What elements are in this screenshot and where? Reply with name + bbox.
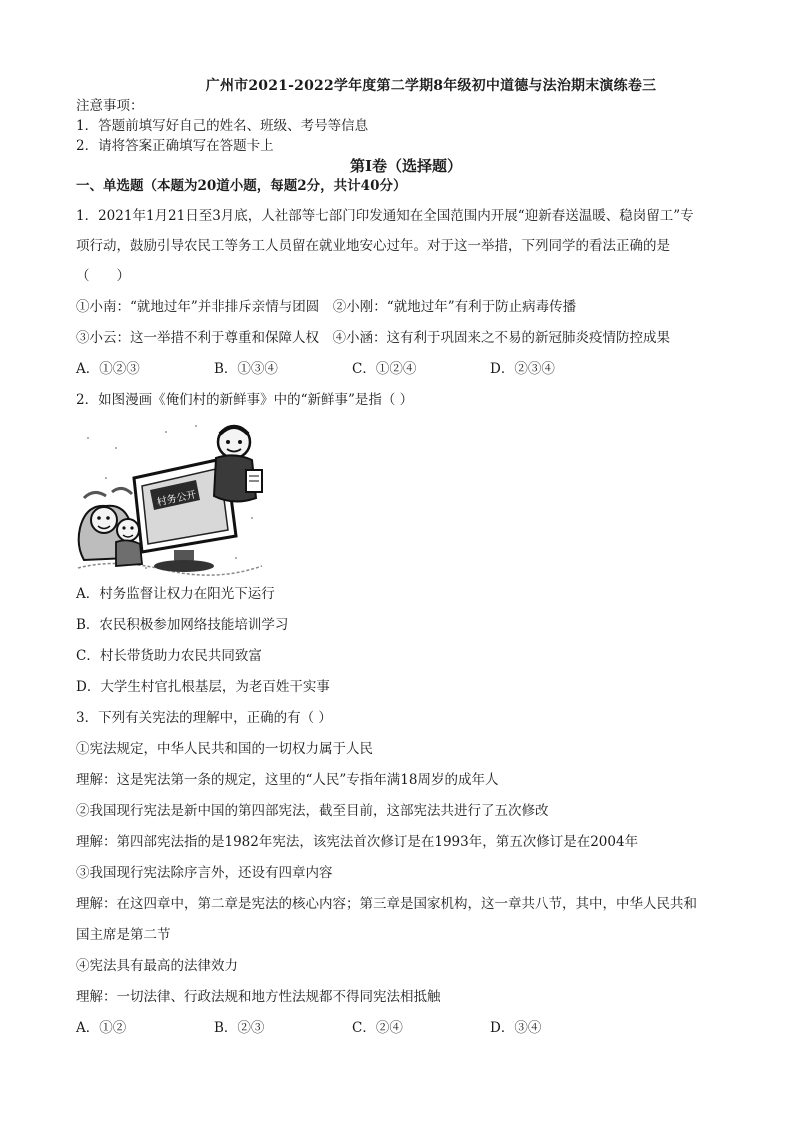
- option-c: C．①②④: [352, 361, 417, 377]
- understanding-item-cont: 国主席是第二节: [76, 927, 171, 943]
- notice-item: 2．请将答案正确填写在答题卡上: [76, 138, 274, 154]
- question-2: [76, 390, 736, 697]
- question-stem: 项行动，鼓励引导农民工等务工人员留在就业地安心过年。对于这一举措，下列同学的看法正确的是: [76, 238, 670, 254]
- statement-item: ①宪法规定，中华人民共和国的一切权力属于人民: [76, 741, 373, 757]
- notice-heading: 注意事项：: [76, 98, 144, 114]
- statement-line: ①小南：“就地过年”并非排斥亲情与团圆 ②小刚：“就地过年”有利于防止病毒传播: [76, 299, 577, 315]
- option-d: D．②③④: [490, 361, 555, 377]
- option-a: A．村务监督让权力在阳光下运行: [76, 586, 275, 602]
- understanding-item: 理解：这是宪法第一条的规定，这里的“人民”专指年满18周岁的成年人: [76, 772, 499, 788]
- monitor-sign-text: 村务公开: [155, 489, 198, 509]
- exam-title: 广州市2021-2022学年度第二学期8年级初中道德与法治期末演练卷三: [205, 78, 657, 94]
- option-c: C．②④: [352, 1020, 403, 1036]
- statement-line: ③小云：这一举措不利于尊重和保障人权 ④小涵：这有利于巩固来之不易的新冠肺炎疫情防控成果: [76, 330, 670, 346]
- statement-item: ②我国现行宪法是新中国的第四部宪法，截至目前，这部宪法共进行了五次修改: [76, 803, 549, 819]
- answer-options: [76, 1018, 736, 1038]
- understanding-item: 理解：一切法律、行政法规和地方性法规都不得同宪法相抵触: [76, 989, 441, 1005]
- option-b: B．②③: [214, 1020, 265, 1036]
- notice-item: 1．答题前填写好自己的姓名、班级、考号等信息: [76, 118, 369, 134]
- official-figure: [214, 426, 262, 502]
- question-stem: 2．如图漫画《俺们村的新鲜事》中的“新鲜事”是指（ ）: [76, 392, 414, 408]
- question-3: [76, 708, 736, 1038]
- option-d: D．大学生村官扎根基层，为老百姓干实事: [76, 679, 330, 695]
- option-a: A．①②③: [76, 361, 140, 377]
- exam-page: [76, 76, 736, 1038]
- volume-title: 第I卷（选择题）: [349, 157, 463, 175]
- question-stem: （ ）: [76, 268, 130, 284]
- option-d: D．③④: [490, 1020, 542, 1036]
- option-a: A．①②: [76, 1020, 127, 1036]
- cartoon-illustration: [76, 418, 264, 578]
- question-stem: 1．2021年1月21日至3月底，人社部等七部门印发通知在全国范围内开展“迎新春送温暖、稳岗留工”专: [76, 208, 694, 224]
- understanding-item: 理解：第四部宪法指的是1982年宪法，该宪法首次修订是在1993年，第五次修订是在2004年: [76, 834, 639, 850]
- villagers-figures: [79, 488, 142, 566]
- question-1: [76, 206, 736, 379]
- cartoon-image: [76, 418, 264, 578]
- question-stem: 3．下列有关宪法的理解中，正确的有（ ）: [76, 710, 332, 726]
- statement-item: ④宪法具有最高的法律效力: [76, 958, 238, 974]
- section-title: 一、单选题（本题为20道小题，每题2分，共计40分）: [76, 178, 407, 194]
- option-c: C．村长带货助力农民共同致富: [76, 648, 262, 664]
- answer-options: [76, 359, 736, 379]
- option-b: B．农民积极参加网络技能培训学习: [76, 617, 289, 633]
- statement-item: ③我国现行宪法除序言外，还设有四章内容: [76, 865, 333, 881]
- understanding-item: 理解：在这四章中，第二章是宪法的核心内容；第三章是国家机构，这一章共八节，其中，中华人民共和: [76, 896, 697, 912]
- option-b: B．①③④: [214, 361, 278, 377]
